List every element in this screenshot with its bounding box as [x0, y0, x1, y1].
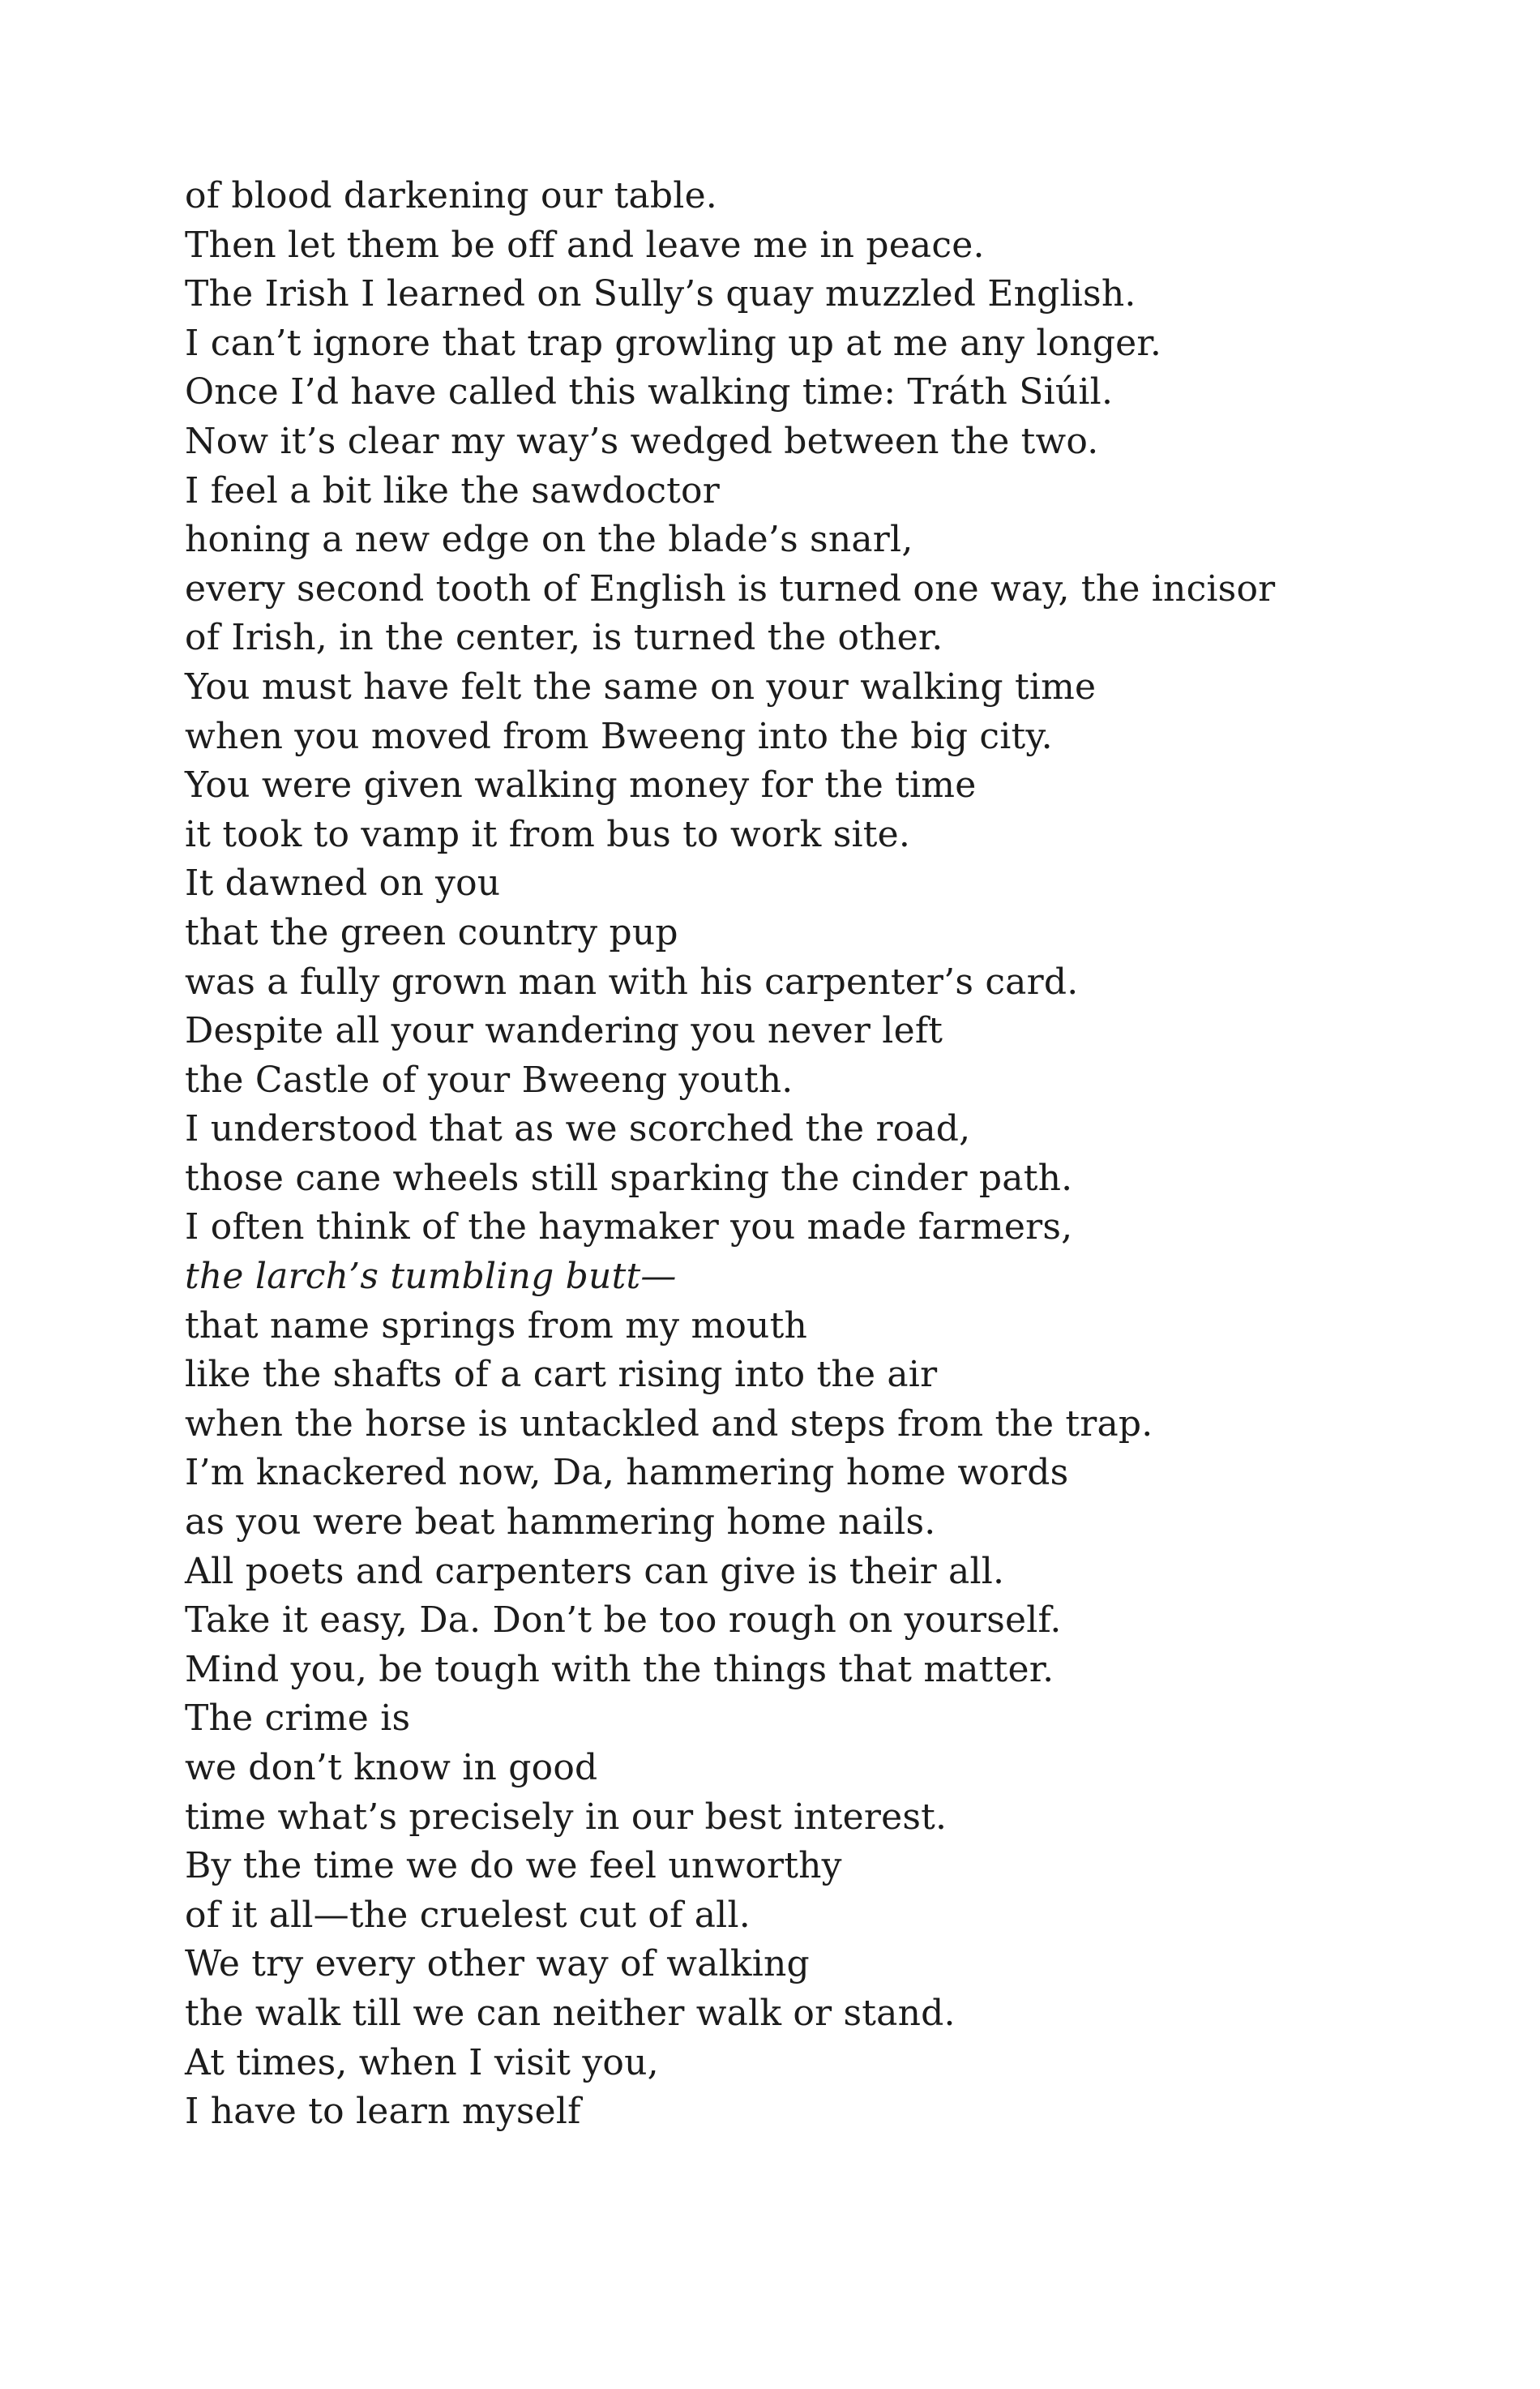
poem-line: of it all—the cruelest cut of all.	[185, 1894, 751, 1936]
poem-line: Take it easy, Da. Don’t be too rough on yourself.	[185, 1599, 1062, 1642]
poem-line: Now it’s clear my way’s wedged between the two.	[185, 420, 1099, 462]
poem-line: like the shafts of a cart rising into the air	[185, 1354, 938, 1396]
poem-line: every second tooth of English is turned one way, the incisor	[185, 567, 1276, 610]
poem-line: I understood that as we scorched the road,	[185, 1108, 971, 1150]
poem-line: Mind you, be tough with the things that matter.	[185, 1648, 1054, 1690]
poem-line: I’m knackered now, Da, hammering home words	[185, 1452, 1069, 1494]
poem-line: it took to vamp it from bus to work site.	[185, 813, 911, 855]
poem-line: I often think of the haymaker you made farmers,	[185, 1206, 1073, 1248]
poem-line: You must have felt the same on your walking time	[185, 666, 1097, 708]
poem-line: those cane wheels still sparking the cinder path.	[185, 1157, 1073, 1199]
poem-line: of Irish, in the center, is turned the other.	[185, 617, 943, 659]
poem-line: I have to learn myself	[185, 2091, 581, 2133]
poem-line: as you were beat hammering home nails.	[185, 1501, 936, 1543]
poem-line: the larch’s tumbling butt—	[185, 1256, 677, 1298]
poem-line: that name springs from my mouth	[185, 1304, 808, 1346]
poem-line: we don’t know in good	[185, 1747, 598, 1788]
poem-line: I feel a bit like the sawdoctor	[185, 469, 720, 512]
poem-line: of blood darkening our table.	[185, 175, 717, 216]
poem-line: that the green country pup	[185, 911, 678, 953]
poem-line: time what’s precisely in our best interest.	[185, 1796, 948, 1838]
poem-line: The crime is	[185, 1698, 411, 1740]
poem-line: At times, when I visit you,	[185, 2041, 659, 2083]
poem-line: We try every other way of walking	[185, 1943, 810, 1985]
poem-text	[185, 172, 1449, 2137]
poem-line: was a fully grown man with his carpenter’s card.	[185, 961, 1079, 1003]
poem-line: when you moved from Bweeng into the big city.	[185, 715, 1053, 757]
poem-line: the walk till we can neither walk or stand.	[185, 1992, 956, 2034]
poem-line: honing a new edge on the blade’s snarl,	[185, 519, 913, 561]
poem-line: Then let them be off and leave me in peace.	[185, 224, 985, 266]
poem-line: The Irish I learned on Sully’s quay muzzled English.	[185, 273, 1136, 315]
poem-line: Once I’d have called this walking time: Tráth Siúil.	[185, 371, 1114, 413]
poem-line: All poets and carpenters can give is their all.	[185, 1550, 1005, 1592]
poem-line: You were given walking money for the time	[185, 764, 977, 807]
poem-line: I can’t ignore that trap growling up at me any longer.	[185, 322, 1162, 364]
poem-line: It dawned on you	[185, 863, 501, 905]
poem-line: the Castle of your Bweeng youth.	[185, 1059, 794, 1101]
poem-line: Despite all your wandering you never left	[185, 1010, 943, 1052]
poem-line: By the time we do we feel unworthy	[185, 1845, 842, 1887]
poem-line: when the horse is untackled and steps from the trap.	[185, 1402, 1153, 1445]
